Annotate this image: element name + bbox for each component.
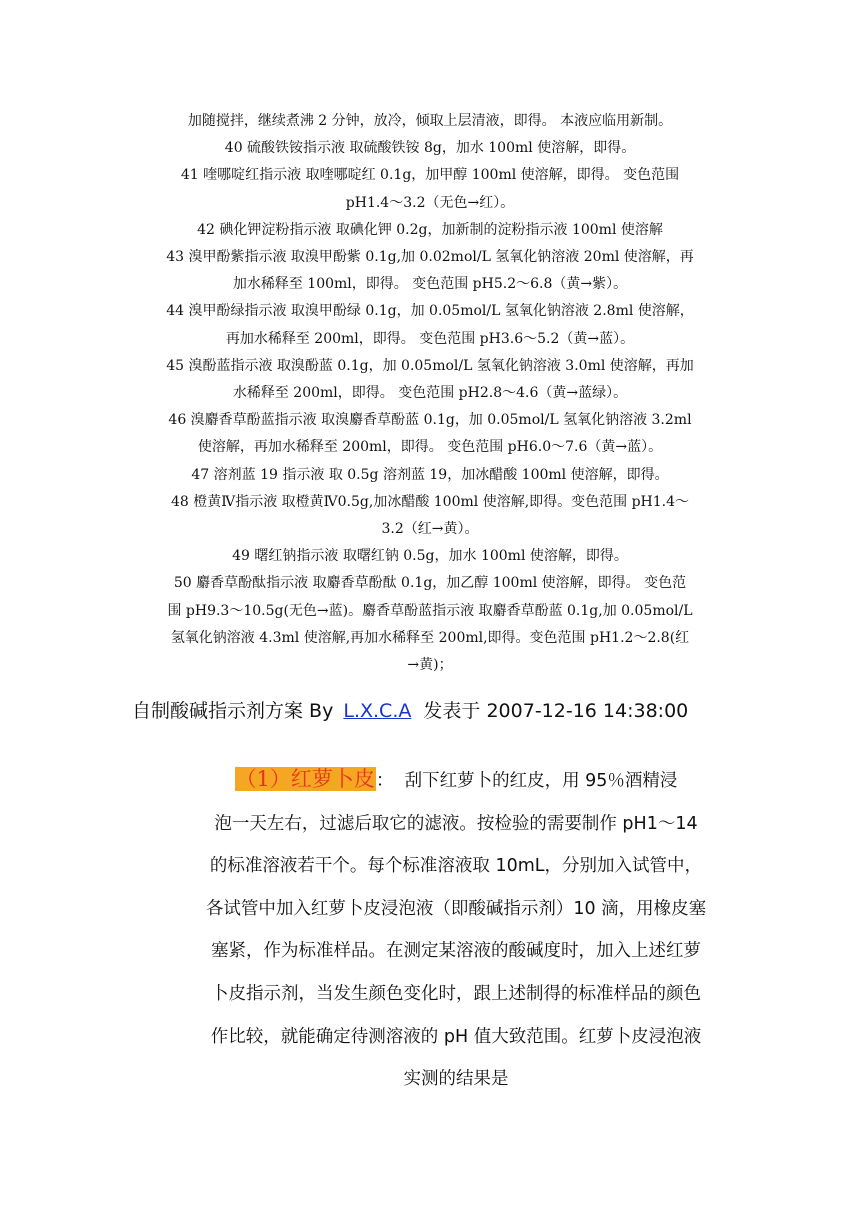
text-line: 44 溴甲酚绿指示液 取溴甲酚绿 0.1g，加 0.05mol/L 氢氧化钠溶液 2.8ml 使溶解，	[166, 303, 694, 320]
post-title: 自制酸碱指示剂方案 By	[132, 700, 334, 722]
indicator-list	[128, 108, 732, 679]
text-line: 使溶解，再加水稀释至 200ml，即得。 变色范围 pH6.0～7.6（黄→蓝）。	[197, 439, 663, 456]
post-timestamp: 2007-12-16 14:38:00	[486, 700, 689, 722]
text-line: 43 溴甲酚紫指示液 取溴甲酚紫 0.1g,加 0.02mol/L 氢氧化钠溶液 20ml 使溶解，再	[166, 249, 694, 266]
text-line: 46 溴麝香草酚蓝指示液 取溴麝香草酚蓝 0.1g，加 0.05mol/L 氢氧化钠溶液 3.2ml	[168, 412, 692, 429]
text-line: 加水稀释至 100ml，即得。 变色范围 pH5.2～6.8（黄→紫）。	[232, 276, 628, 293]
text-line: 围 pH9.3～10.5g(无色→蓝)。麝香草酚蓝指示液 取麝香草酚蓝 0.1g,加 0.05mol/L	[167, 602, 693, 619]
text-line: 3.2（红→黄）。	[381, 521, 479, 538]
section-heading: （1）红萝卜皮	[235, 767, 375, 791]
text-line: 47 溶剂蓝 19 指示液 取 0.5g 溶剂蓝 19，加冰醋酸 100ml 使溶解，即得。	[191, 466, 669, 483]
article-line: 泡一天左右，过滤后取它的滤液。按检验的需要制作 pH1～14	[214, 813, 698, 834]
article-line: 卜皮指示剂，当发生颜色变化时，跟上述制得的标准样品的颜色	[211, 983, 701, 1004]
text-line: 50 麝香草酚酞指示液 取麝香草酚酞 0.1g，加乙醇 100ml 使溶解，即得。 变色范	[173, 575, 687, 592]
article-line: 作比较，就能确定待测溶液的 pH 值大致范围。红萝卜皮浸泡液	[210, 1026, 702, 1047]
author-link[interactable]: L.X.C.A	[343, 700, 412, 722]
article-line: 塞紧，作为标准样品。在测定某溶液的酸碱度时，加入上述红萝	[211, 941, 701, 962]
post-byline	[132, 696, 772, 723]
text-line: 再加水稀释至 200ml，即得。 变色范围 pH3.6～5.2（黄→蓝）。	[225, 330, 635, 347]
article-first-line	[176, 758, 736, 803]
text-line: →黄)；	[407, 657, 453, 674]
posted-label: 发表于	[423, 700, 481, 722]
text-line: 41 喹哪啶红指示液 取喹哪啶红 0.1g，加甲醇 100ml 使溶解，即得。 变色范围	[180, 167, 680, 184]
article-line: 的标准溶液若干个。每个标准溶液取 10mL，分别加入试管中，	[209, 856, 703, 877]
text-line: 49 曙红钠指示液 取曙红钠 0.5g，加水 100ml 使溶解，即得。	[232, 548, 628, 565]
text-line: 42 碘化钾淀粉指示液 取碘化钾 0.2g，加新制的淀粉指示液 100ml 使溶解	[197, 221, 663, 238]
text-line: 加随搅拌，继续煮沸 2 分钟，放冷，倾取上层清液，即得。 本液应临用新制。	[187, 113, 673, 129]
text-line: pH1.4～3.2（无色→红）。	[345, 194, 515, 211]
article-body	[176, 758, 736, 1101]
text-line: 48 橙黄Ⅳ指示液 取橙黄Ⅳ0.5g,加冰醋酸 100ml 使溶解,即得。变色范围 pH1.4～	[170, 493, 690, 510]
text-line: 45 溴酚蓝指示液 取溴酚蓝 0.1g，加 0.05mol/L 氢氧化钠溶液 3.0ml 使溶解，再加	[166, 357, 694, 374]
article-line: 各试管中加入红萝卜皮浸泡液（即酸碱指示剂）10 滴，用橡皮塞	[205, 898, 707, 919]
article-line: 实测的结果是	[403, 1069, 509, 1090]
heading-colon: ：	[375, 771, 394, 791]
text-line: 氢氧化钠溶液 4.3ml 使溶解,再加水稀释至 200ml,即得。变色范围 pH1.2～2.8(红	[170, 629, 690, 646]
text-line: 40 硫酸铁铵指示液 取硫酸铁铵 8g，加水 100ml 使溶解，即得。	[224, 140, 636, 157]
text-line: 水稀释至 200ml，即得。 变色范围 pH2.8～4.6（黄→蓝绿）。	[232, 385, 628, 402]
article-text: 刮下红萝卜的红皮，用 95％酒精浸	[404, 771, 678, 791]
